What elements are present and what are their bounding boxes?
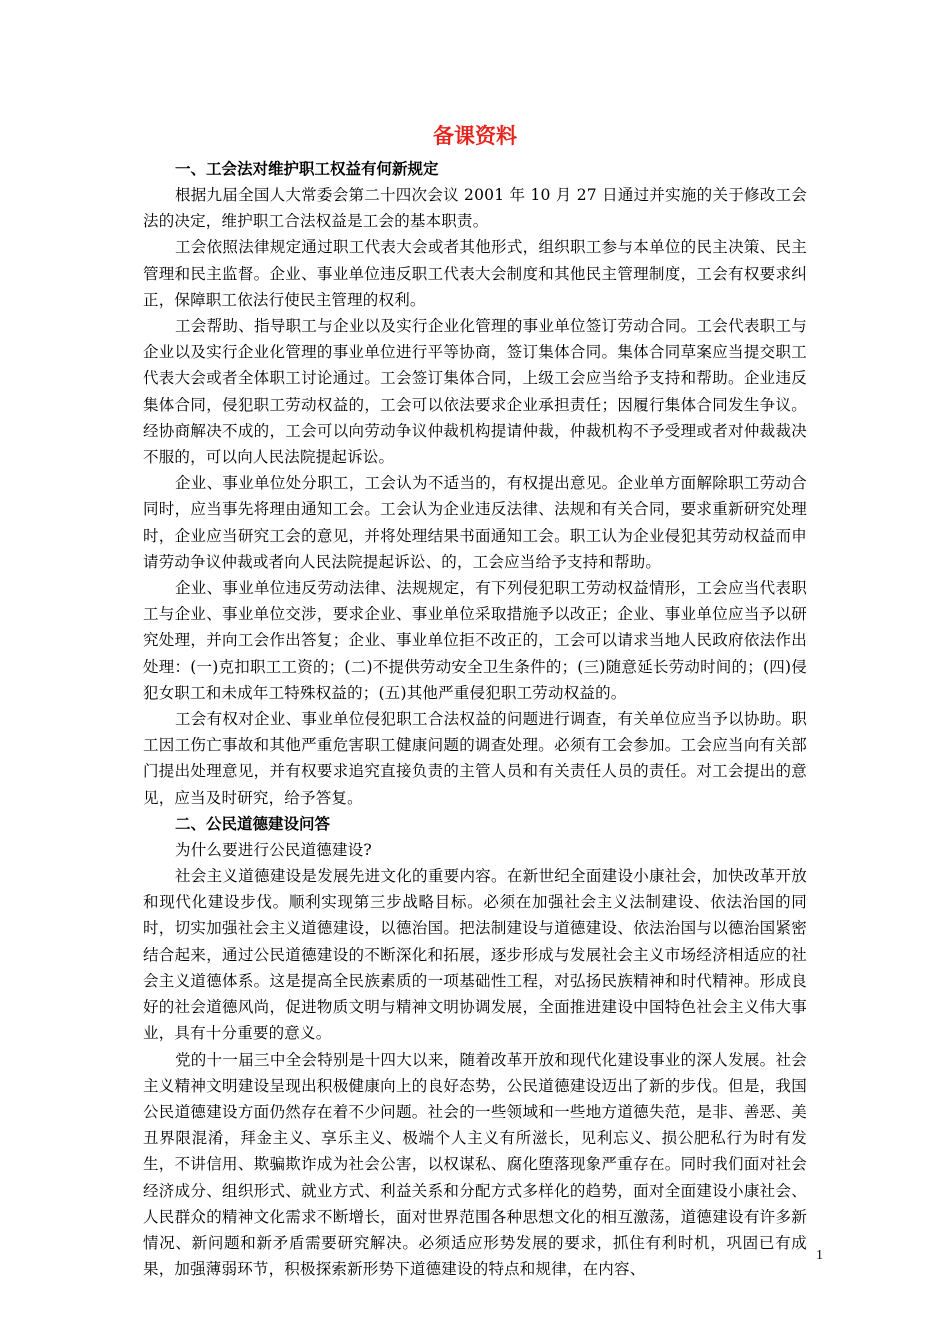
paragraph: 社会主义道德建设是发展先进文化的重要内容。在新世纪全面建设小康社会，加快改革开放和现代化建设步伐。顺利实现第三步战略目标。必须在加强社会主义法制建设、依法治国的同时，切实加强社会主义道德建设，以德治国。把法制建设与道德建设、依法治国与以德治国紧密结合起来，通过公民道德建设的不断深化和拓展，逐步形成与发展社会主义市场经济相适应的社会主义道德体系。这是提高全民族素质的一项基础性工程，对弘扬民族精神和时代精神。形成良好的社会道德风尚，促进物质文明与精神文明协调发展，全面推进建设中国特色社会主义伟大事业，具有十分重要的意义。 [143, 867, 807, 1043]
section-heading-2: 二、公民道德建设问答 [175, 814, 331, 833]
section-heading-1: 一、工会法对维护职工权益有何新规定 [175, 160, 439, 178]
paragraph: 工会帮助、指导职工与企业以及实行企业化管理的事业单位签订劳动合同。工会代表职工与企业以及实行企业化管理的事业单位进行平等协商，签订集体合同。集体合同草案应当提交职工代表大会或者全体职工讨论通过。工会签订集体合同，上级工会应当给予支持和帮助。企业违反集体合同，侵犯职工劳动权益的，工会可以依法要求企业承担责任；因履行集体合同发生争议。经协商解决不成的，工会可以向劳动争议仲裁机构提请仲裁，仲裁机构不予受理或者对仲裁裁决不服的，可以向人民法院提起诉讼。 [143, 317, 807, 467]
paragraph: 根据九届全国人大常委会第二十四次会议 2001 年 10 月 27 日通过并实施的关于修改工会法的决定，维护职工合法权益是工会的基本职责。 [143, 186, 807, 231]
paragraph: 工会有权对企业、事业单位侵犯职工合法权益的问题进行调查，有关单位应当予以协助。职工因工伤亡事故和其他严重危害职工健康问题的调查处理。必须有工会参加。工会应当向有关部门提出处理意见，并有权要求追究直接负责的主管人员和有关责任人员的责任。对工会提出的意见，应当及时研究，给予答复。 [143, 710, 807, 807]
paragraph: 工会依照法律规定通过职工代表大会或者其他形式，组织职工参与本单位的民主决策、民主管理和民主监督。企业、事业单位违反职工代表大会制度和其他民主管理制度，工会有权要求纠正，保障职工依法行使民主管理的权利。 [143, 238, 807, 309]
paragraph: 企业、事业单位违反劳动法律、法规规定，有下列侵犯职工劳动权益情形，工会应当代表职工与企业、事业单位交涉，要求企业、事业单位采取措施予以改正；企业、事业单位应当予以研究处理，并向工会作出答复；企业、事业单位拒不改正的，工会可以请求当地人民政府依法作出处理：(一)克扣职工工资的；(二)不提供劳动安全卫生条件的；(三)随意延长劳动时间的；(四)侵犯女职工和未成年工特殊权益的；(五)其他严重侵犯职工劳动权益的。 [143, 579, 807, 702]
paragraph: 企业、事业单位处分职工，工会认为不适当的，有权提出意见。企业单方面解除职工劳动合同时，应当事先将理由通知工会。工会认为企业违反法律、法规和有关合同，要求重新研究处理时，企业应当研究工会的意见，并将处理结果书面通知工会。职工认为企业侵犯其劳动权益而申请劳动争议仲裁或者向人民法院提起诉讼、的，工会应当给予支持和帮助。 [143, 474, 807, 571]
document-title: 备课资料 [433, 124, 517, 148]
question-line: 为什么要进行公民道德建设? [175, 840, 372, 859]
page-number: 1 [816, 1248, 823, 1263]
document-body [143, 120, 807, 1282]
paragraph: 党的十一届三中全会特别是十四大以来，随着改革开放和现代化建设事业的深人发展。社会主义精神文明建设呈现出积极健康向上的良好态势，公民道德建设迈出了新的步伐。但是，我国公民道德建设方面仍然存在着不少问题。社会的一些领域和一些地方道德失范，是非、善恶、美丑界限混淆，拜金主义、享乐主义、极端个人主义有所滋长，见利忘义、损公肥私行为时有发生，不讲信用、欺骗欺诈成为社会公害，以权谋私、腐化堕落现象严重存在。同时我们面对社会经济成分、组织形式、就业方式、利益关系和分配方式多样化的趋势，面对全面建设小康社会、人民群众的精神文化需求不断增长，面对世界范围各种思想文化的相互激荡，道德建设有许多新情况、新问题和新矛盾需要研究解决。必须适应形势发展的要求，抓住有利时机，巩固已有成果，加强薄弱环节，积极探索新形势下道德建设的特点和规律，在内容、 [143, 1050, 807, 1279]
